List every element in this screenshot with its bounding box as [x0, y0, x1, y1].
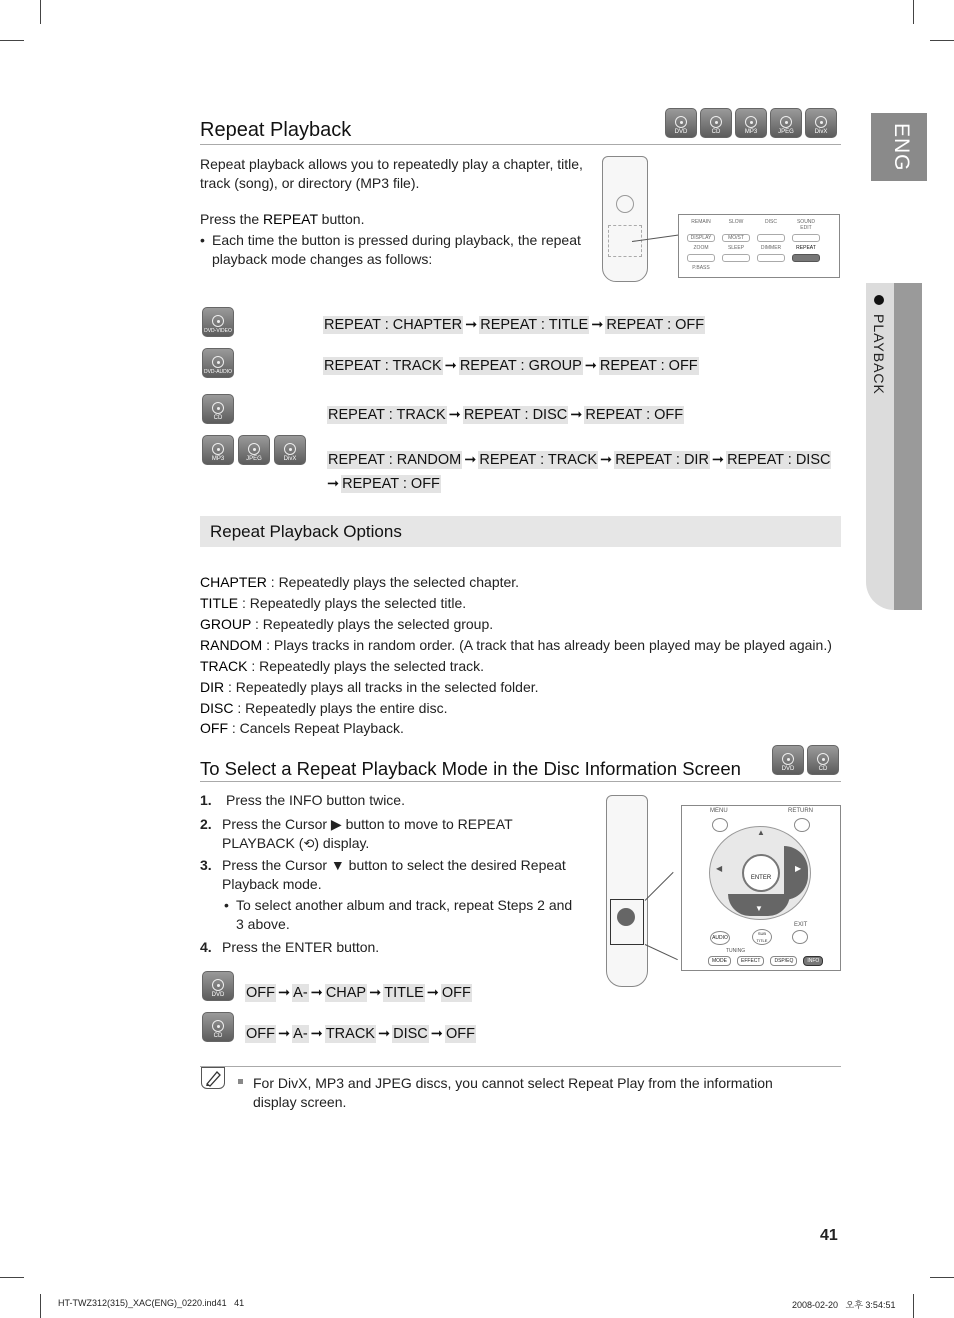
- cd-disc-icon: CD: [807, 745, 839, 775]
- remote-navigation-panel: MENU RETURN ENTER ▲ ◀ ▶ ▼ EXIT AUDIO SUB TITLE TUNING MODE EFFECT DSP/EQ INFO: [681, 805, 841, 971]
- section-tab: [866, 283, 922, 610]
- crop-mark: [40, 1294, 41, 1318]
- dvd-sequence-icon: DVD: [202, 971, 234, 1001]
- dsp-eq-button[interactable]: DSP/EQ: [770, 956, 797, 966]
- mo-st-button[interactable]: MO/ST: [722, 234, 750, 242]
- dvd-disc-icon: DVD: [665, 108, 697, 138]
- zoom-connector-2: [645, 872, 674, 901]
- section-title: Repeat Playback: [200, 119, 352, 141]
- note-text: For DivX, MP3 and JPEG discs, you cannot select Repeat Play from the information display screen.: [253, 1075, 773, 1110]
- dimmer-button[interactable]: DIMMER: [760, 245, 782, 251]
- enter-button[interactable]: ENTER: [742, 854, 780, 892]
- p-bass-button[interactable]: P.BASS: [692, 265, 710, 271]
- crop-mark: [40, 0, 41, 24]
- option-random: RANDOM : Plays tracks in random order. (A track that has already been played may be played again.): [200, 637, 832, 653]
- note-icon: [201, 1067, 225, 1089]
- step-2: 2. Press the Cursor ▶ button to move to REPEAT PLAYBACK (⟲) display.: [200, 816, 513, 851]
- option-chapter: CHAPTER : Repeatedly plays the selected chapter.: [200, 574, 520, 590]
- menu-button[interactable]: [712, 818, 728, 832]
- press-instruction: Press the REPEAT button.: [200, 211, 365, 227]
- footer-date: 2008-02-20 오후 3:54:51: [792, 1300, 896, 1310]
- crop-mark: [0, 1277, 24, 1278]
- options-title: Repeat Playback Options: [210, 522, 402, 541]
- sleep-button[interactable]: SLEEP: [727, 245, 745, 251]
- crop-mark: [913, 0, 914, 24]
- intro-text: Repeat playback allows you to repeatedly play a chapter, title, track (song), or directory (MP3 file).: [200, 156, 583, 191]
- mode-icon-dvd-video: DVD-VIDEO: [202, 307, 234, 337]
- remote-control-illustration: [602, 156, 648, 282]
- exit-button[interactable]: [792, 930, 808, 944]
- dvd-mode-sequence: OFF ➞ A- ➞ CHAP ➞ TITLE ➞ OFF: [246, 985, 471, 1001]
- repeat-sequence-dvd-audio: REPEAT : TRACK ➞ REPEAT : GROUP ➞ REPEAT : OFF: [324, 358, 698, 374]
- disc-icon-row: [665, 108, 837, 138]
- section-tab-bullet-icon: [874, 295, 884, 305]
- sound-edit-button[interactable]: SOUND EDIT: [796, 219, 816, 231]
- remain-button[interactable]: REMAIN: [691, 219, 711, 225]
- step-3-sub-bullet: • To select another album and track, repeat Steps 2 and 3 above.: [224, 897, 573, 932]
- tuning-label: TUNING: [726, 948, 746, 954]
- repeat-sequence-cd: REPEAT : TRACK ➞ REPEAT : DISC ➞ REPEAT : OFF: [328, 407, 684, 423]
- cd-mode-sequence: OFF ➞ A- ➞ TRACK ➞ DISC ➞ OFF: [246, 1026, 475, 1042]
- section2-rule: [200, 781, 841, 782]
- title-rule: [200, 144, 841, 145]
- option-disc: DISC : Repeatedly plays the entire disc.: [200, 700, 448, 716]
- mode-icon-dvd-audio: DVD-AUDIO: [202, 348, 234, 378]
- zoom-button[interactable]: ZOOM: [693, 245, 709, 251]
- info-button[interactable]: INFO: [803, 956, 823, 966]
- cd-disc-icon: CD: [700, 108, 732, 138]
- step-4: 4. Press the ENTER button.: [200, 939, 380, 955]
- repeat-sequence-dvd-video: REPEAT : CHAPTER ➞ REPEAT : TITLE ➞ REPEAT : OFF: [324, 317, 705, 333]
- crop-mark: [930, 40, 954, 41]
- bullet-item: • Each time the button is pressed during playback, the repeat playback mode changes as follows:: [200, 232, 581, 267]
- dvd-disc-icon: DVD: [772, 745, 804, 775]
- note-rule: [200, 1066, 841, 1067]
- option-title: TITLE : Repeatedly plays the selected title.: [200, 595, 467, 611]
- section-tab-label: PLAYBACK: [871, 314, 887, 395]
- language-tab-label: ENG: [890, 123, 913, 172]
- audio-button[interactable]: AUDIO: [710, 931, 730, 945]
- footer-file: HT-TWZ312(315)_XAC(ENG)_0220.ind41 41: [58, 1298, 245, 1308]
- slow-button[interactable]: SLOW: [728, 219, 744, 225]
- crop-mark: [0, 40, 24, 41]
- mode-icon-cd: CD: [202, 394, 234, 424]
- remote-zoom-panel: [678, 214, 840, 278]
- subtitle-button[interactable]: SUB TITLE: [752, 929, 772, 945]
- zoom-connector-2b: [645, 944, 678, 960]
- mp3-disc-icon: MP3: [735, 108, 767, 138]
- mode-icons-mp3-jpeg-divx: MP3 JPEG DivX: [202, 435, 306, 465]
- mode-button[interactable]: MODE: [708, 956, 731, 966]
- option-dir: DIR : Repeatedly plays all tracks in the selected folder.: [200, 679, 539, 695]
- return-button[interactable]: [794, 818, 810, 832]
- crop-mark: [930, 1277, 954, 1278]
- remote-control-illustration-2: [606, 795, 648, 987]
- menu-label: MENU: [710, 808, 728, 814]
- step-1: 1. Press the INFO button twice.: [200, 792, 405, 808]
- section2-title: To Select a Repeat Playback Mode in the Disc Information Screen: [200, 758, 741, 779]
- option-track: TRACK : Repeatedly plays the selected track.: [200, 658, 485, 674]
- exit-label: EXIT: [794, 922, 808, 928]
- disc-button[interactable]: DISC: [765, 219, 777, 225]
- option-group: GROUP : Repeatedly plays the selected group.: [200, 616, 494, 632]
- repeat-sequence-mp3: REPEAT : RANDOM ➞ REPEAT : TRACK ➞ REPEAT : DIR ➞ REPEAT : DISC ➞ REPEAT : OFF: [327, 452, 831, 492]
- language-tab: [871, 113, 927, 181]
- jpeg-disc-icon: JPEG: [770, 108, 802, 138]
- return-label: RETURN: [788, 808, 813, 814]
- step-3: 3. Press the Cursor ▼ button to select the desired Repeat Playback mode.: [200, 857, 566, 892]
- section2-disc-icons: [772, 745, 839, 775]
- repeat-playback-icon: ⟲: [303, 836, 315, 851]
- display-button[interactable]: DISPLAY: [687, 234, 715, 242]
- page-number: 41: [820, 1227, 838, 1244]
- crop-mark: [913, 1294, 914, 1318]
- divx-disc-icon: DivX: [805, 108, 837, 138]
- option-off: OFF : Cancels Repeat Playback.: [200, 720, 404, 736]
- note-bullet-icon: [238, 1079, 243, 1084]
- effect-button[interactable]: EFFECT: [737, 956, 764, 966]
- cd-sequence-icon: CD: [202, 1012, 234, 1042]
- repeat-button[interactable]: REPEAT: [796, 245, 816, 251]
